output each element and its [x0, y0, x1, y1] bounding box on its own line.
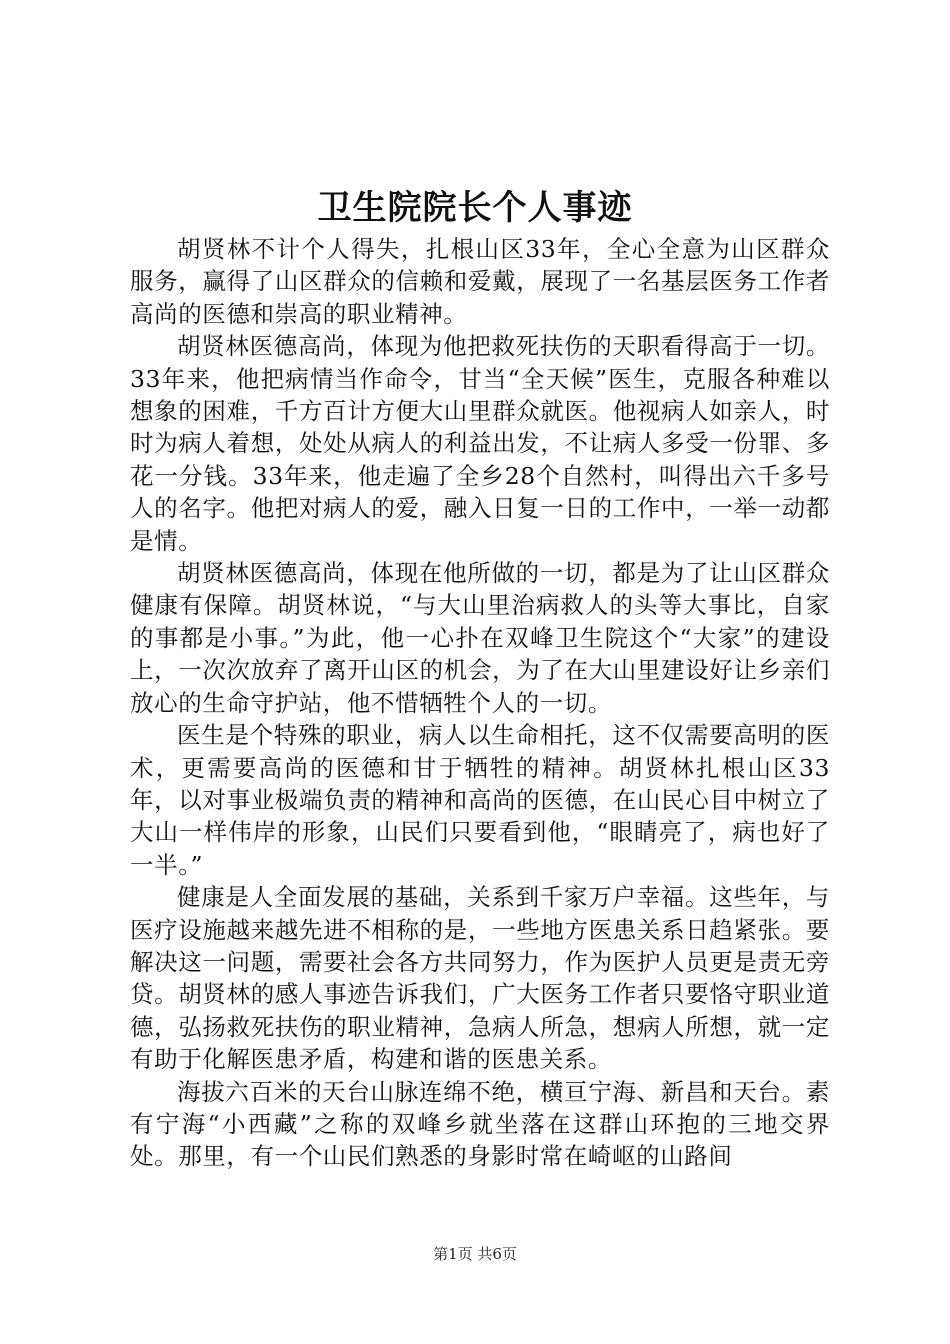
paragraph-6: 海拔六百米的天台山脉连绵不绝，横亘宁海、新昌和天台。素有宁海“小西藏”之称的双峰乡就坐落在这群山环抱的三地交界处。那里，有一个山民们熟悉的身影时常在崎岖的山路间 — [130, 1077, 830, 1171]
document-title: 卫生院院长个人事迹 — [317, 188, 633, 228]
paragraph-1: 胡贤林不计个人得失，扎根山区33年，全心全意为山区群众服务，赢得了山区群众的信赖和爱戴，展现了一名基层医务工作者高尚的医德和崇高的职业精神。 — [130, 235, 830, 328]
paragraph-4: 医生是个特殊的职业，病人以生命相托，这不仅需要高明的医术，更需要高尚的医德和甘于牺牲的精神。胡贤林扎根山区33年，以对事业极端负责的精神和高尚的医德，在山民心目中树立了大山一样伟岸的形象，山民们只要看到他，“眼睛亮了，病也好了一半。” — [130, 721, 830, 879]
page-number-footer: 第1页 共6页 — [433, 1245, 517, 1263]
paragraph-2: 胡贤林医德高尚，体现为他把救死扶伤的天职看得高于一切。33年来，他把病情当作命令，甘当“全天候”医生，克服各种难以想象的困难，千方百计方便大山里群众就医。他视病人如亲人，时时为病人着想，处处从病人的利益出发，不让病人多受一份罪、多花一分钱。33年来，他走遍了全乡28个自然村，叫得出六千多号人的名字。他把对病人的爱，融入日复一日的工作中，一举一动都是情。 — [130, 332, 830, 555]
paragraph-5: 健康是人全面发展的基础，关系到千家万户幸福。这些年，与医疗设施越来越先进不相称的是，一些地方医患关系日趋紧张。要解决这一问题，需要社会各方共同努力，作为医护人员更是责无旁贷。胡贤林的感人事迹告诉我们，广大医务工作者只要恪守职业道德，弘扬救死扶伤的职业精神，急病人所急，想病人所想，就一定有助于化解医患矛盾，构建和谐的医患关系。 — [130, 883, 830, 1074]
paragraph-3: 胡贤林医德高尚，体现在他所做的一切，都是为了让山区群众健康有保障。胡贤林说，“与大山里治病救人的头等大事比，自家的事都是小事。”为此，他一心扑在双峰卫生院这个“大家”的建设上，一次次放弃了离开山区的机会，为了在大山里建设好让乡亲们放心的生命守护站，他不惜牺牲个人的一切。 — [130, 559, 830, 717]
document-body — [130, 233, 830, 1173]
